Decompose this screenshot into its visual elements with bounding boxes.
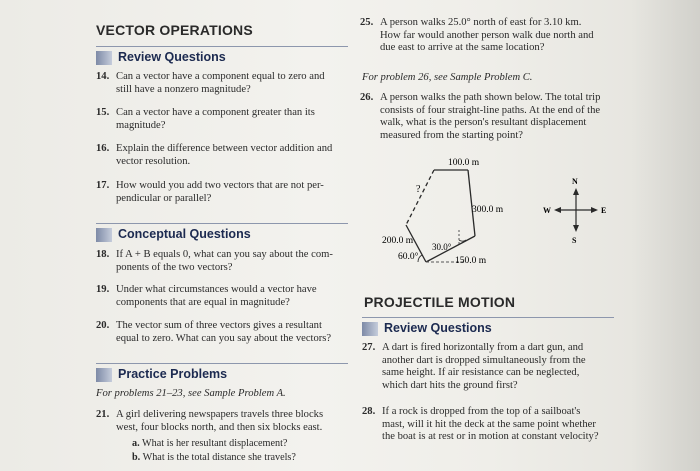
practice-note: For problems 21–23, see Sample Problem A.	[96, 388, 286, 399]
heading-bar	[96, 51, 112, 65]
path-segment-300m	[468, 170, 475, 236]
arrow-west-icon	[554, 207, 561, 213]
heading-rule	[362, 317, 614, 318]
label-300m: 300.0 m	[472, 205, 504, 215]
page-shadow	[630, 0, 700, 471]
label-question-mark: ?	[416, 184, 421, 195]
projectile-review-questions-label: Review Questions	[384, 321, 492, 335]
question-21-part-a: a. What is her resultant displacement?	[132, 438, 288, 449]
arrow-north-icon	[573, 188, 579, 195]
label-150m: 150.0 m	[455, 256, 487, 266]
textbook-page: VECTOR OPERATIONS Review Questions 14. Can a vector have a component equal to zero and still have a nonzero magnitude? 15. Can a vector have a component greater than its magnitude? 16. Explain the difference between vector addition and vector resolution. 17. How would you add two vectors that are not per- pendicular or parallel? Conceptual Questions 18. If A + B equals 0, what can you say about the com- ponents of the two vectors? 19. Under what circumstances would a vector have components that are equal in magnitude? 20. The vector sum of three vectors gives a resultant equal to zero. What can you say about the vectors? Practice Problems For problems 21–23, see Sample Problem A. 21. A girl delivering newspapers travels three blocks west, four blocks north, and then six blocks east. a. What is her resultant displacement? b. What is the total distance she travels? 25. A person walks 25.0° north of east for 3.10 km. How far would another person walk due north and due east to arrive at the same location? For problem 26, see Sample Problem C. 26. A person walks the path shown below. The total trip consists of four straight-line paths. At the end of the walk, what is the person's resultant displacement measured from the starting point? 100.0 m 300.0 m 200.0 m 150.0 m 60.0° 30.0° ? N S E W PROJECTILE MOTION Review Questions 27. A dart is fired horizontally from a dart gun, and another dart is dropped simultaneously from the same height. If air resistance can be neglected, which dart hits the ground first? 28. If a rock is dropped from the top of a sailboat's mast, will it hit the deck at the same point whether the boat is at rest or in motion at constant velocity?	[0, 0, 700, 471]
arrow-east-icon	[591, 207, 598, 213]
angle-arc-left	[418, 255, 422, 262]
heading-rule	[96, 46, 348, 47]
heading-rule	[96, 363, 348, 364]
practice-problems-label: Practice Problems	[118, 367, 228, 381]
heading-rule	[96, 223, 348, 224]
question-21-part-b: b. What is the total distance she travels?	[132, 452, 296, 463]
compass-rose	[543, 177, 606, 245]
label-angle-60: 60.0°	[398, 252, 419, 262]
resultant-dashed-line	[406, 170, 434, 225]
heading-bar	[362, 322, 378, 336]
section-title-projectile-motion: PROJECTILE MOTION	[364, 294, 516, 310]
compass-label-s: S	[572, 236, 577, 245]
heading-bar	[96, 228, 112, 242]
walking-path-diagram	[370, 150, 620, 275]
conceptual-questions-label: Conceptual Questions	[118, 227, 251, 241]
label-200m: 200.0 m	[382, 236, 414, 246]
compass-label-n: N	[572, 177, 578, 186]
problem-26-note: For problem 26, see Sample Problem C.	[362, 72, 533, 83]
arrow-south-icon	[573, 225, 579, 232]
heading-bar	[96, 368, 112, 382]
compass-label-e: E	[601, 206, 607, 215]
practice-problems-heading	[96, 367, 348, 383]
review-questions-heading	[96, 50, 348, 66]
conceptual-questions-heading	[96, 227, 348, 243]
compass-label-w: W	[543, 206, 551, 215]
review-questions-label: Review Questions	[118, 50, 226, 64]
label-100m: 100.0 m	[448, 158, 480, 168]
label-angle-30: 30.0°	[432, 242, 452, 252]
angle-arc-mid	[459, 240, 466, 241]
section-title-vector-operations: VECTOR OPERATIONS	[96, 22, 253, 38]
projectile-review-questions-heading	[362, 321, 614, 337]
